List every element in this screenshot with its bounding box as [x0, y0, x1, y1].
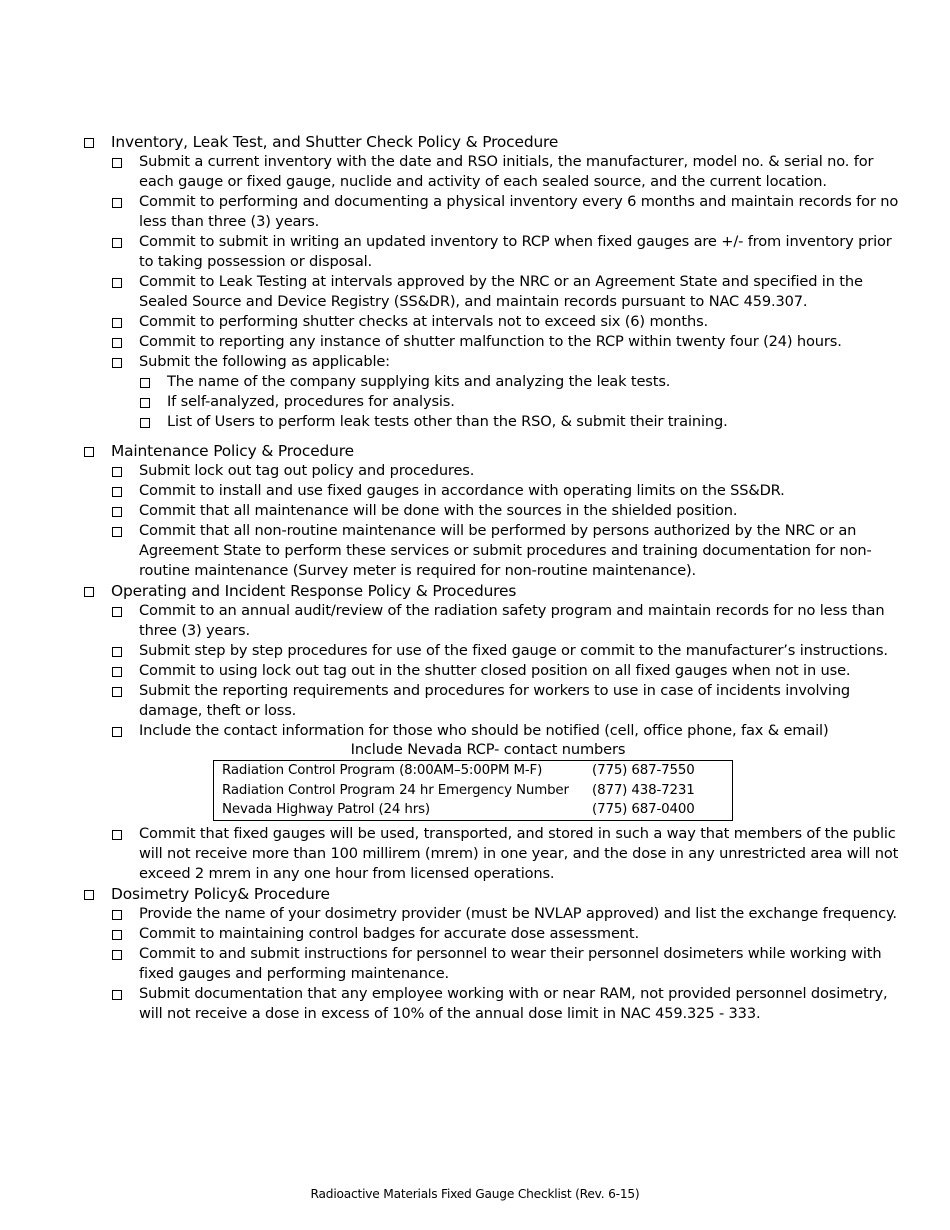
checklist-item [80, 924, 900, 944]
checkbox-icon[interactable] [112, 527, 122, 537]
checklist-item [80, 904, 900, 924]
item-text: Include the contact information for those who should be notified (cell, office phone, fax & email) [139, 722, 829, 739]
subitem-text: List of Users to perform leak tests other than the RSO, & submit their training. [167, 413, 728, 430]
checkbox-icon[interactable] [112, 687, 122, 697]
checkbox-icon[interactable] [112, 910, 122, 920]
item-text: Submit a current inventory with the date and RSO initials, the manufacturer, model no. & serial no. for each gauge or fixed gauge, nuclide and activity of each sealed source, and the current location. [139, 153, 874, 190]
checklist-item [80, 681, 900, 721]
section-title: Inventory, Leak Test, and Shutter Check Policy & Procedure [111, 133, 559, 151]
table-row [214, 761, 733, 781]
checklist-item [80, 481, 900, 501]
page-footer: Radioactive Materials Fixed Gauge Checklist (Rev. 6-15) [310, 1187, 640, 1201]
checklist-item [80, 984, 900, 1024]
checkbox-icon[interactable] [84, 890, 94, 900]
item-text: Commit to using lock out tag out in the shutter closed position on all fixed gauges when not in use. [139, 662, 851, 679]
checkbox-icon[interactable] [112, 238, 122, 248]
checklist-item [80, 152, 900, 192]
checklist-item [80, 824, 900, 884]
item-text: Commit that all non-routine maintenance will be performed by persons authorized by the NRC or an Agreement State to perform these services or submit procedures and training documentation for non-routine maintenance (Survey meter is required for non-routine maintenance). [139, 522, 872, 579]
checkbox-icon[interactable] [112, 667, 122, 677]
section-title: Dosimetry Policy& Procedure [111, 884, 330, 903]
contacts-caption: Include Nevada RCP- contact numbers [350, 741, 626, 758]
section-dosimetry [80, 884, 900, 1024]
checkbox-icon[interactable] [112, 607, 122, 617]
checklist-item [80, 461, 900, 481]
checklist-subitem [80, 412, 900, 432]
subitem-text: If self-analyzed, procedures for analysis. [167, 393, 455, 410]
checklist-content [80, 132, 900, 1024]
item-text: Commit to submit in writing an updated inventory to RCP when fixed gauges are +/- from inventory prior to taking possession or disposal. [139, 233, 892, 270]
item-text: Commit to Leak Testing at intervals approved by the NRC or an Agreement State and specified in the Sealed Source and Device Registry (SS&DR), and maintain records pursuant to NAC 459.307. [139, 273, 863, 310]
item-text: Submit step by step procedures for use of the fixed gauge or commit to the manufacturer’s instructions. [139, 642, 888, 659]
item-text: Commit that fixed gauges will be used, transported, and stored in such a way that members of the public will not receive more than 100 millirem (mrem) in one year, and the dose in any unrestricted area will not exceed 2 mrem in any one hour from licensed operations. [139, 824, 899, 882]
item-text: Submit lock out tag out policy and procedures. [139, 462, 475, 479]
item-text: Commit to an annual audit/review of the radiation safety program and maintain records for no less than three (3) years. [139, 602, 885, 639]
checkbox-icon[interactable] [112, 278, 122, 288]
item-text: Submit documentation that any employee working with or near RAM, not provided personnel dosimetry, will not receive a dose in excess of 10% of the annual dose limit in NAC 459.325 - 333. [139, 984, 888, 1022]
checkbox-icon[interactable] [112, 318, 122, 328]
item-text: Commit that all maintenance will be done with the sources in the shielded position. [139, 502, 738, 519]
checkbox-icon[interactable] [84, 447, 94, 457]
section-title: Maintenance Policy & Procedure [111, 442, 354, 460]
checklist-item [80, 501, 900, 521]
section-maintenance [80, 441, 900, 581]
checklist-item [80, 641, 900, 661]
item-text: Provide the name of your dosimetry provider (must be NVLAP approved) and list the exchange frequency. [139, 904, 897, 922]
section-title: Operating and Incident Response Policy & Procedures [111, 582, 517, 600]
checklist-item [80, 312, 900, 332]
checklist-item [80, 601, 900, 641]
checkbox-icon[interactable] [112, 358, 122, 368]
checkbox-icon[interactable] [140, 378, 150, 388]
checklist-subitem [80, 372, 900, 392]
checkbox-icon[interactable] [112, 487, 122, 497]
checklist-subitem [80, 392, 900, 412]
item-text: Submit the reporting requirements and procedures for workers to use in case of incidents involving damage, theft or loss. [139, 682, 851, 719]
checklist-item [80, 944, 900, 984]
checkbox-icon[interactable] [112, 727, 122, 737]
checkbox-icon[interactable] [84, 138, 94, 148]
checkbox-icon[interactable] [112, 158, 122, 168]
contact-name: Radiation Control Program 24 hr Emergency Number [222, 782, 569, 798]
contact-phone: (877) 438-7231 [592, 782, 695, 798]
checkbox-icon[interactable] [112, 930, 122, 940]
item-text: Commit to install and use fixed gauges in accordance with operating limits on the SS&DR. [139, 482, 785, 499]
section-heading-row [80, 441, 900, 461]
checklist-item [80, 332, 900, 352]
subitem-text: The name of the company supplying kits and analyzing the leak tests. [167, 373, 671, 390]
checkbox-icon[interactable] [140, 418, 150, 428]
table-row [214, 800, 733, 820]
table-row [214, 781, 733, 801]
checklist-item [80, 661, 900, 681]
item-text: Commit to maintaining control badges for accurate dose assessment. [139, 924, 639, 942]
item-text: Submit the following as applicable: [139, 353, 390, 370]
section-operating-incident [80, 581, 900, 884]
checklist-item [80, 232, 900, 272]
checkbox-icon[interactable] [112, 990, 122, 1000]
section-heading-row [80, 884, 900, 904]
checkbox-icon[interactable] [112, 198, 122, 208]
checkbox-icon[interactable] [112, 830, 122, 840]
checkbox-icon[interactable] [112, 338, 122, 348]
checkbox-icon[interactable] [112, 647, 122, 657]
contact-phone: (775) 687-0400 [592, 802, 695, 817]
checklist-item [80, 721, 900, 741]
checklist-item [80, 521, 900, 581]
contact-name: Radiation Control Program (8:00AM–5:00PM M-F) [222, 763, 543, 778]
checkbox-icon[interactable] [84, 587, 94, 597]
section-heading-row [80, 581, 900, 601]
item-text: Commit to performing shutter checks at intervals not to exceed six (6) months. [139, 313, 709, 330]
contacts-table [213, 760, 733, 821]
section-inventory-leak-shutter [80, 132, 900, 432]
checkbox-icon[interactable] [112, 507, 122, 517]
checklist-item [80, 192, 900, 232]
contact-name: Nevada Highway Patrol (24 hrs) [222, 802, 430, 817]
checkbox-icon[interactable] [112, 467, 122, 477]
item-text: Commit to reporting any instance of shutter malfunction to the RCP within twenty four (24) hours. [139, 333, 842, 350]
checklist-item [80, 352, 900, 372]
checklist-item [80, 272, 900, 312]
contact-phone: (775) 687-7550 [592, 763, 695, 778]
item-text: Commit to performing and documenting a physical inventory every 6 months and maintain records for no less than three (3) years. [139, 193, 899, 230]
checkbox-icon[interactable] [112, 950, 122, 960]
checkbox-icon[interactable] [140, 398, 150, 408]
item-text: Commit to and submit instructions for personnel to wear their personnel dosimeters while working with fixed gauges and performing maintenance. [139, 944, 882, 982]
section-heading-row [80, 132, 900, 152]
